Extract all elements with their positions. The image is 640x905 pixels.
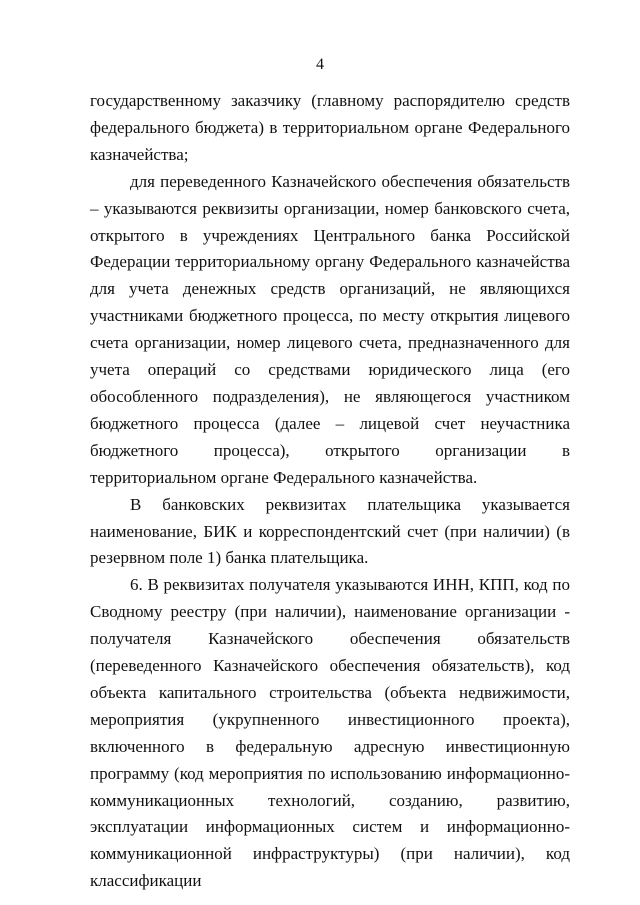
paragraph-1: государственному заказчику (главному распорядителю средств федерального бюджета) в территориальном органе Федерального казначейства; xyxy=(90,91,570,164)
paragraph-2: для переведенного Казначейского обеспечения обязательств – указываются реквизиты организации, номер банковского счета, открытого в учреждениях Центрального банка Российской Федерации территориальному органу Федерального казначейства для учета денежных средств организаций, не являющихся участниками бюджетного процесса, по месту открытия лицевого счета организации, номер лицевого счета, предназначенного для учета операций со средствами юридического лица (его обособленного подразделения), не являющегося участником бюджетного процесса (далее – лицевой счет неучастника бюджетного процесса), открытого организации в территориальном органе Федерального казначейства. xyxy=(90,171,570,487)
paragraph-3: В банковских реквизитах плательщика указывается наименование, БИК и корреспондентский счет (при наличии) (в резервном поле 1) банка плательщика. xyxy=(90,494,570,568)
document-body xyxy=(90,88,570,895)
paragraph-4: 6. В реквизитах получателя указываются ИНН, КПП, код по Сводному реестру (при наличии), наименование организации - получателя Казначейского обеспечения обязательств (переведенного Казначейского обеспечения обязательств), код объекта капитального строительства (объекта недвижимости, мероприятия (укрупненного инвестиционного проекта), включенного в федеральную адресную инвестиционную программу (код мероприятия по использованию информационно-коммуникационных технологий, созданию, развитию, эксплуатации информационных систем и информационно-коммуникационной инфраструктуры) (при наличии), код классификации xyxy=(90,575,570,891)
page-number: 4 xyxy=(316,56,324,73)
